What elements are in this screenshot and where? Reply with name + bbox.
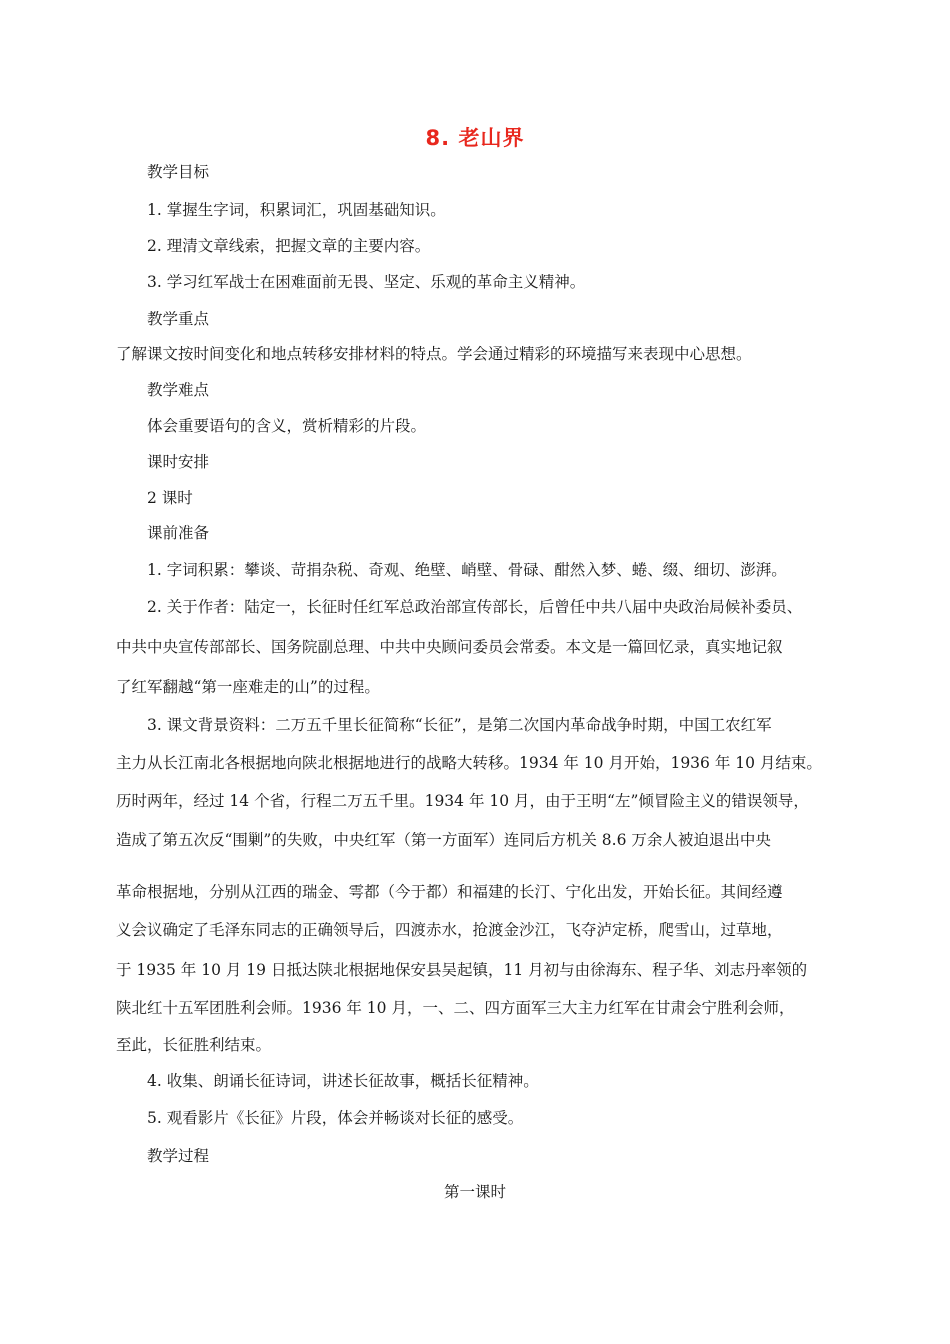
preparation-item-4: 4. 收集、朗诵长征诗词，讲述长征故事，概括长征精神。 (147, 1072, 539, 1090)
heading-teaching-goals: 教学目标 (147, 163, 210, 181)
key-points-text: 了解课文按时间变化和地点转移安排材料的特点。学会通过精彩的环境描写来表现中心思想。 (116, 345, 752, 363)
author-paragraph-line: 2. 关于作者：陆定一，长征时任红军总政治部宣传部长，后曾任中共八届中央政治局候补委员、 (147, 598, 803, 616)
background-paragraph-line: 造成了第五次反“围剿”的失败，中央红军（第一方面军）连同后方机关 8.6 万余人被迫退出中央 (116, 831, 771, 849)
heading-preparation: 课前准备 (147, 524, 210, 542)
heading-schedule: 课时安排 (147, 453, 210, 471)
heading-difficulties: 教学难点 (147, 381, 210, 399)
lesson-one-heading: 第一课时 (443, 1183, 506, 1201)
background-paragraph-line: 主力从长江南北各根据地向陕北根据地进行的战略大转移。1934 年 10 月开始，1936 年 10 月结束。 (116, 754, 822, 772)
background-paragraph-line: 历时两年，经过 14 个省，行程二万五千里。1934 年 10 月，由于王明“左”倾冒险主义的错误领导， (116, 792, 809, 810)
heading-key-points: 教学重点 (147, 310, 210, 328)
document-title: 8. 老山界 (425, 126, 525, 150)
goal-item-2: 2. 理清文章线索，把握文章的主要内容。 (147, 237, 431, 255)
background-paragraph-line: 义会议确定了毛泽东同志的正确领导后，四渡赤水，抢渡金沙江，飞夺泸定桥，爬雪山，过草地， (116, 921, 783, 939)
author-paragraph-line: 了红军翻越“第一座难走的山”的过程。 (116, 678, 380, 696)
difficulties-text: 体会重要语句的含义，赏析精彩的片段。 (147, 417, 427, 435)
goal-item-3: 3. 学习红军战士在困难面前无畏、坚定、乐观的革命主义精神。 (147, 273, 586, 291)
background-paragraph-line: 革命根据地，分别从江西的瑞金、雩都（今于都）和福建的长汀、宁化出发，开始长征。其间经遵 (116, 883, 783, 901)
background-paragraph-line: 陕北红十五军团胜利会师。1936 年 10 月，一、二、四方面军三大主力红军在甘肃会宁胜利会师， (116, 999, 795, 1017)
author-paragraph-line: 中共中央宣传部部长、国务院副总理、中共中央顾问委员会常委。本文是一篇回忆录，真实地记叙 (116, 638, 783, 656)
background-paragraph-line: 至此，长征胜利结束。 (116, 1036, 272, 1054)
schedule-text: 2 课时 (147, 489, 193, 507)
preparation-item-1: 1. 字词积累：攀谈、苛捐杂税、奇观、绝壁、峭壁、骨碌、酣然入梦、蜷、缀、细切、澎湃。 (147, 561, 787, 579)
preparation-item-5: 5. 观看影片《长征》片段，体会并畅谈对长征的感受。 (147, 1109, 524, 1127)
goal-item-1: 1. 掌握生字词，积累词汇，巩固基础知识。 (147, 201, 446, 219)
heading-teaching-process: 教学过程 (147, 1147, 210, 1165)
background-paragraph-line: 于 1935 年 10 月 19 日抵达陕北根据地保安县吴起镇，11 月初与由徐海东、程子华、刘志丹率领的 (116, 961, 808, 979)
background-paragraph-line: 3. 课文背景资料：二万五千里长征简称“长征”，是第二次国内革命战争时期，中国工农红军 (147, 716, 772, 734)
